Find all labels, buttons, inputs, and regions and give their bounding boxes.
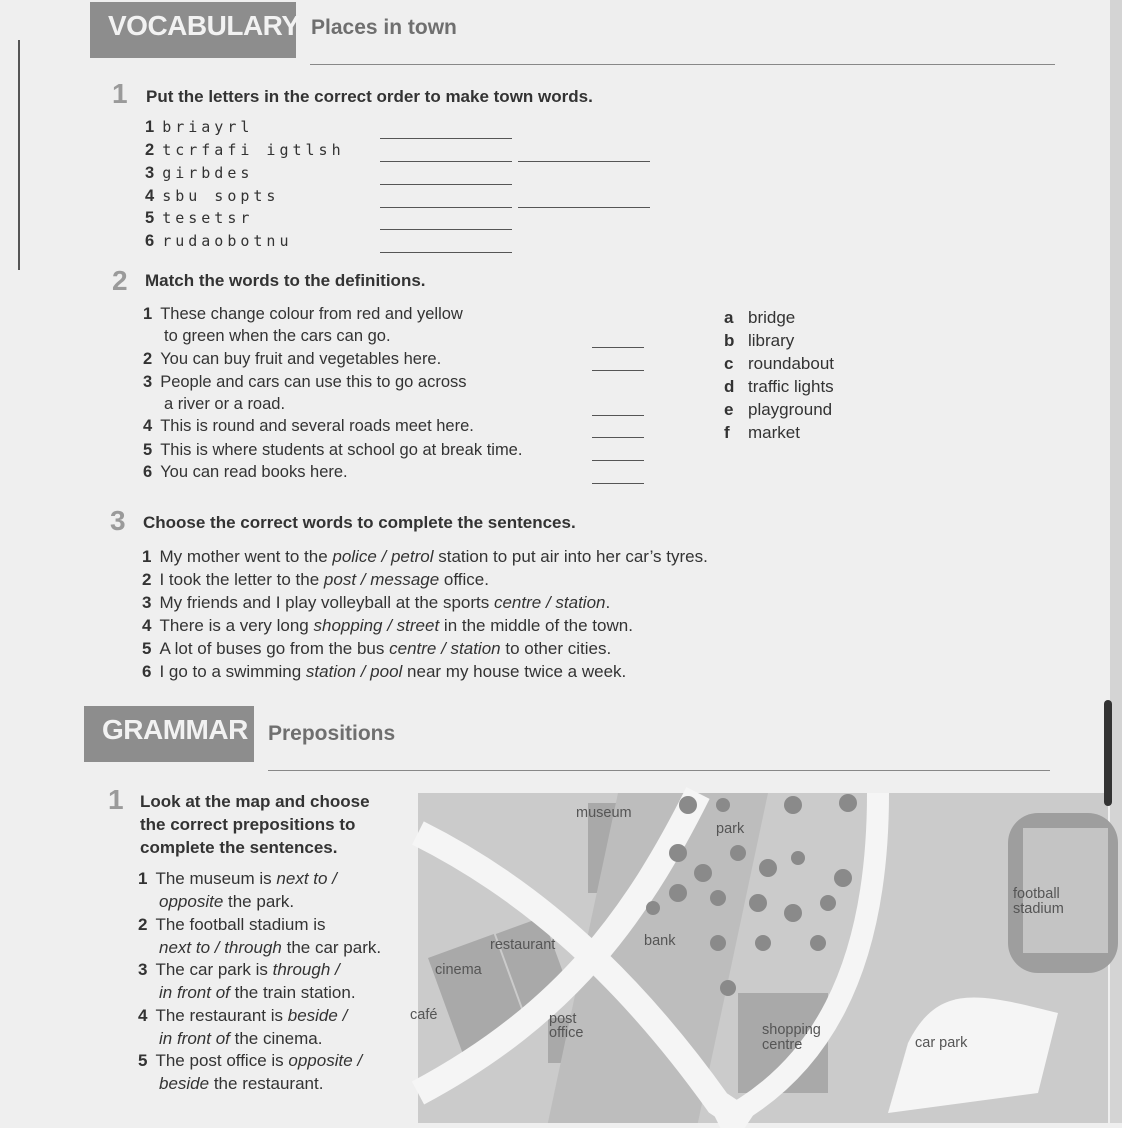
word-choice[interactable]: beside — [159, 1074, 210, 1093]
list-item — [142, 592, 610, 614]
instruction-line: Look at the map and choose — [140, 792, 370, 811]
item-number: 5 — [143, 441, 153, 459]
item-number: 1 — [138, 869, 148, 888]
definition-line: These change colour from red and yellow — [160, 305, 463, 323]
definition-line: You can read books here. — [160, 463, 348, 481]
list-item — [138, 913, 381, 959]
item-number: 3 — [142, 593, 152, 612]
answer-blank[interactable] — [518, 161, 650, 162]
list-item — [142, 569, 489, 591]
sentence-text: the train station. — [229, 983, 356, 1002]
item-number: 4 — [143, 417, 153, 435]
option-item — [724, 354, 834, 374]
answer-blank[interactable] — [592, 437, 644, 438]
list-item — [143, 348, 441, 370]
answer-blank[interactable] — [592, 415, 644, 416]
word-choice[interactable]: post / message — [323, 570, 440, 589]
sentence-line — [138, 1072, 362, 1095]
sentence-text: the car park. — [281, 937, 382, 957]
item-number: 5 — [138, 1051, 148, 1070]
answer-blank[interactable] — [592, 347, 644, 348]
list-item — [145, 207, 253, 229]
list-item — [145, 116, 253, 138]
map-label-park: park — [716, 821, 745, 837]
answer-blank[interactable] — [592, 483, 644, 484]
map-label-museum: museum — [576, 805, 632, 821]
item-number: 1 — [145, 118, 155, 136]
word-choice[interactable]: station / pool — [305, 662, 403, 681]
item-number: 6 — [145, 232, 155, 250]
sentence-text: My mother went to the — [159, 547, 333, 566]
label-line: football — [1013, 886, 1060, 902]
sentence-line — [138, 1004, 347, 1027]
list-item — [142, 661, 626, 683]
list-item — [143, 461, 348, 483]
option-word: market — [748, 423, 800, 442]
map-label-post-office — [549, 1012, 583, 1040]
list-item — [145, 185, 279, 207]
option-item — [724, 423, 800, 443]
scrambled-letters: rudaobotnu — [162, 232, 293, 250]
exercise-number: 1 — [112, 78, 128, 109]
margin-line — [18, 40, 20, 270]
option-word: library — [748, 331, 795, 350]
item-number: 2 — [143, 350, 153, 368]
option-item — [724, 400, 832, 420]
answer-blank[interactable] — [592, 460, 644, 461]
sentence-text: to other cities. — [500, 639, 612, 658]
map-label-cafe: café — [410, 1007, 438, 1023]
sentence-line — [138, 867, 337, 890]
label-line: shopping — [762, 1022, 821, 1038]
map-label-cinema: cinema — [435, 962, 482, 978]
list-item — [138, 1049, 362, 1095]
grammar-subtitle: Prepositions — [268, 722, 396, 745]
word-choice[interactable]: next to / — [276, 869, 337, 888]
town-map — [410, 793, 1108, 1123]
map-label-car-park: car park — [915, 1035, 968, 1051]
scrambled-letters: tesetsr — [162, 209, 254, 227]
sentence-text: the park. — [223, 892, 295, 911]
sentence-text: The post office is — [155, 1051, 289, 1070]
exercise-number: 1 — [108, 784, 124, 815]
sentence-text: the restaurant. — [209, 1074, 324, 1093]
sentence-text: station to put air into her car’s tyres. — [433, 547, 708, 566]
word-choice[interactable]: in front of — [159, 1028, 230, 1048]
divider — [310, 64, 1055, 65]
sentence-line — [138, 936, 381, 959]
list-item — [143, 371, 467, 415]
answer-blank[interactable] — [380, 138, 512, 139]
list-item — [142, 546, 708, 568]
option-letter: a — [724, 308, 734, 327]
map-label-bank: bank — [644, 933, 676, 949]
answer-blank[interactable] — [380, 252, 512, 253]
list-item — [138, 958, 356, 1004]
option-item — [724, 331, 794, 351]
word-choice[interactable]: opposite — [159, 892, 224, 911]
option-item — [724, 377, 834, 397]
instruction-line: complete the sentences. — [140, 838, 338, 857]
word-choice[interactable]: in front of — [159, 983, 230, 1002]
grammar-banner: GRAMMAR — [84, 706, 254, 762]
label-line: office — [549, 1025, 584, 1041]
exercise-instruction: Match the words to the definitions. — [145, 271, 426, 290]
word-choice[interactable]: opposite / — [288, 1051, 363, 1070]
list-item — [138, 1004, 347, 1050]
sentence-text: My friends and I play volleyball at the sports — [159, 593, 494, 612]
item-number: 1 — [143, 305, 153, 323]
item-number: 6 — [143, 463, 153, 481]
word-choice[interactable]: police / petrol — [332, 547, 434, 566]
sentence-text: near my house twice a week. — [402, 662, 627, 681]
sentence-line — [138, 958, 356, 981]
list-item — [138, 867, 337, 913]
word-choice[interactable]: centre / station — [389, 639, 501, 658]
map-label-football-stadium — [1013, 887, 1064, 917]
sentence-text: office. — [439, 570, 489, 589]
sentence-line — [138, 1049, 362, 1072]
word-choice[interactable]: beside / — [287, 1005, 348, 1025]
item-number: 4 — [138, 1005, 148, 1025]
list-item — [145, 230, 293, 252]
definition-line: to green when the cars can go. — [164, 327, 391, 345]
option-word: roundabout — [748, 354, 835, 373]
definition-line: This is where students at school go at break time. — [160, 441, 523, 459]
list-item — [142, 638, 611, 660]
item-number: 3 — [143, 373, 153, 391]
vocabulary-banner: VOCABULARY — [90, 2, 296, 58]
sentence-text: The car park is — [155, 960, 273, 979]
item-number: 5 — [142, 639, 152, 658]
option-word: playground — [748, 400, 833, 419]
item-number: 5 — [145, 209, 155, 227]
list-item — [143, 303, 463, 347]
sentence-text: . — [605, 593, 611, 612]
exercise-instruction — [140, 790, 370, 859]
answer-blank[interactable] — [380, 184, 512, 185]
scrambled-letters: briayrl — [162, 118, 254, 136]
list-item — [142, 615, 633, 637]
item-number: 6 — [142, 662, 152, 681]
word-choice[interactable]: shopping / street — [313, 616, 440, 635]
answer-blank[interactable] — [592, 370, 644, 371]
sentence-line — [138, 890, 337, 913]
sentence-text: The museum is — [155, 869, 277, 888]
item-number: 3 — [138, 960, 148, 979]
item-number: 2 — [138, 914, 148, 934]
answer-blank[interactable] — [518, 207, 650, 208]
scrambled-letters: tcrfafi igtlsh — [162, 141, 345, 159]
sentence-text: the cinema. — [229, 1028, 323, 1048]
sentence-line — [138, 913, 381, 936]
option-letter: d — [724, 377, 735, 396]
label-line: centre — [762, 1037, 803, 1053]
sentence-text: The football stadium is — [155, 914, 326, 934]
option-letter: f — [724, 423, 730, 442]
map-graphic — [418, 793, 1108, 1123]
item-number: 3 — [145, 164, 155, 182]
definition-line: You can buy fruit and vegetables here. — [160, 350, 442, 368]
word-choice[interactable]: next to / through — [159, 937, 282, 957]
answer-blank[interactable] — [380, 229, 512, 230]
option-letter: e — [724, 400, 734, 419]
list-item — [143, 439, 522, 461]
sentence-text: I took the letter to the — [159, 570, 324, 589]
item-number: 1 — [142, 547, 152, 566]
item-number: 2 — [145, 141, 155, 159]
instruction-line: the correct prepositions to — [140, 815, 356, 834]
sentence-line — [138, 981, 356, 1004]
divider — [268, 770, 1050, 771]
option-word: bridge — [748, 308, 796, 327]
list-item — [145, 162, 253, 184]
sentence-text: There is a very long — [159, 616, 314, 635]
option-letter: b — [724, 331, 735, 350]
sentence-line — [138, 1027, 347, 1050]
answer-blank[interactable] — [380, 207, 512, 208]
scrollbar[interactable] — [1104, 700, 1112, 806]
scrambled-letters: girbdes — [162, 164, 254, 182]
sentence-text: A lot of buses go from the bus — [159, 639, 390, 658]
answer-blank[interactable] — [380, 161, 512, 162]
exercise-instruction: Choose the correct words to complete the sentences. — [143, 513, 576, 532]
option-item — [724, 308, 795, 328]
item-number: 2 — [142, 570, 152, 589]
label-line: stadium — [1013, 901, 1064, 917]
list-item — [145, 139, 345, 161]
item-number: 4 — [142, 616, 152, 635]
vocabulary-subtitle: Places in town — [311, 16, 457, 39]
label-line: post — [549, 1011, 577, 1027]
sentence-text: The restaurant is — [155, 1005, 288, 1025]
sentence-text: in the middle of the town. — [439, 616, 633, 635]
definition-line: People and cars can use this to go across — [160, 373, 467, 391]
definition-line: a river or a road. — [164, 395, 286, 413]
definition-line: This is round and several roads meet here. — [160, 417, 474, 435]
map-label-shopping-centre — [762, 1023, 821, 1053]
word-choice[interactable]: centre / station — [493, 593, 606, 612]
list-item — [143, 415, 474, 437]
map-label-restaurant: restaurant — [490, 937, 556, 953]
exercise-number: 2 — [112, 265, 128, 296]
word-choice[interactable]: through / — [272, 960, 340, 979]
exercise-instruction: Put the letters in the correct order to make town words. — [146, 87, 593, 106]
exercise-number: 3 — [110, 505, 126, 536]
scrambled-letters: sbu sopts — [162, 187, 280, 205]
option-word: traffic lights — [748, 377, 834, 396]
sentence-text: I go to a swimming — [159, 662, 306, 681]
option-letter: c — [724, 354, 734, 373]
item-number: 4 — [145, 187, 155, 205]
